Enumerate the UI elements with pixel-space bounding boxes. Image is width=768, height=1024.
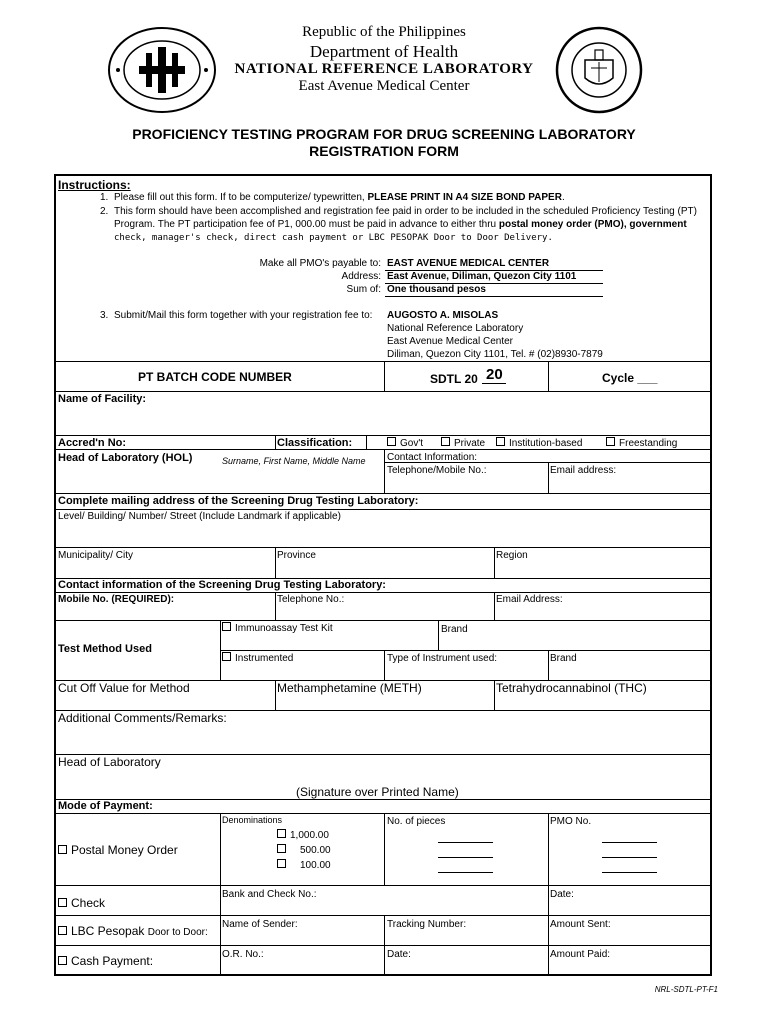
payable-label: Make all PMO's payable to: <box>259 258 381 269</box>
pieces-500-line[interactable] <box>438 857 493 858</box>
recipient-line3: East Avenue Medical Center <box>387 336 514 347</box>
header-nrl: NATIONAL REFERENCE LABORATORY <box>234 61 534 77</box>
cutoff-label: Cut Off Value for Method <box>58 681 190 695</box>
municipality-label[interactable]: Municipality/ City <box>58 550 134 561</box>
payment-heading: Mode of Payment: <box>58 800 153 812</box>
pmo-no-1000-line[interactable] <box>602 842 657 843</box>
denomination-100[interactable]: 100.00 <box>277 859 331 872</box>
checkbox-icon[interactable] <box>277 844 286 853</box>
form-title-line1: PROFICIENCY TESTING PROGRAM FOR DRUG SCREENING LABORATORY <box>132 126 636 142</box>
classification-private[interactable]: Private <box>441 437 485 450</box>
check-date-label[interactable]: Date: <box>550 889 574 900</box>
sdtl-value[interactable]: 20 <box>486 366 503 383</box>
check-option[interactable]: Check <box>58 896 105 910</box>
mailing-heading: Complete mailing address of the Screening Drug Testing Laboratory: <box>58 495 419 507</box>
denomination-500[interactable]: 500.00 <box>277 844 331 857</box>
thc-label[interactable]: Tetrahydrocannabinol (THC) <box>496 681 647 695</box>
checkbox-icon[interactable] <box>277 829 286 838</box>
checkbox-icon[interactable] <box>58 898 67 907</box>
contact-info-label: Contact Information: <box>387 452 478 463</box>
tracking-label[interactable]: Tracking Number: <box>387 919 467 930</box>
checkbox-icon[interactable] <box>58 845 67 854</box>
instruction-3-num: 3. <box>100 310 109 321</box>
signature-caption[interactable]: (Signature over Printed Name) <box>296 785 459 799</box>
bank-check-label[interactable]: Bank and Check No.: <box>222 889 317 900</box>
hol-hint: Surname, First Name, Middle Name <box>222 456 366 466</box>
batch-code-label: PT BATCH CODE NUMBER <box>138 370 292 384</box>
header-department: Department of Health <box>309 42 459 61</box>
classification-institution[interactable]: Institution-based <box>496 437 582 450</box>
facility-name-label[interactable]: Name of Facility: <box>58 393 147 405</box>
instruction-1: Please fill out this form. If to be computerize/ typewritten, PLEASE PRINT IN A4 SIZE BOND PAPER. <box>114 192 565 203</box>
right-seal-logo <box>555 26 643 114</box>
checkbox-icon[interactable] <box>58 926 67 935</box>
province-label[interactable]: Province <box>277 550 316 561</box>
instructions-heading: Instructions: <box>58 178 131 192</box>
hol-label[interactable]: Head of Laboratory (HOL) <box>58 452 193 464</box>
form-code: NRL-SDTL-PT-F1 <box>654 985 718 994</box>
pmo-no-100-line[interactable] <box>602 872 657 873</box>
sender-label[interactable]: Name of Sender: <box>222 919 298 930</box>
mobile-label[interactable]: Mobile No. (REQUIRED): <box>58 594 175 605</box>
immunoassay-brand-label[interactable]: Brand <box>441 624 468 635</box>
pmo-option[interactable]: Postal Money Order <box>58 843 178 857</box>
instrument-brand-label[interactable]: Brand <box>550 653 577 664</box>
amount-sent-label[interactable]: Amount Sent: <box>550 919 611 930</box>
pmo-no-500-line[interactable] <box>602 857 657 858</box>
email-address-label[interactable]: Email Address: <box>496 594 563 605</box>
checkbox-icon[interactable] <box>441 437 450 446</box>
contact-heading: Contact information of the Screening Drug Testing Laboratory: <box>58 579 386 591</box>
hol-email-label[interactable]: Email address: <box>550 465 617 476</box>
checkbox-icon[interactable] <box>277 859 286 868</box>
classification-label: Classification: <box>277 437 353 449</box>
test-method-label: Test Method Used <box>58 643 152 655</box>
recipient-name: AUGOSTO A. MISOLAS <box>387 310 499 321</box>
instruction-1-num: 1. <box>100 192 109 203</box>
header-republic: Republic of the Philippines <box>302 24 466 40</box>
head-lab-signature-label: Head of Laboratory <box>58 755 161 769</box>
address-value: East Avenue, Diliman, Quezon City 1101 <box>387 271 577 282</box>
instrument-type-label[interactable]: Type of Instrument used: <box>387 653 498 664</box>
sum-value: One thousand pesos <box>387 284 486 295</box>
checkbox-icon[interactable] <box>58 956 67 965</box>
classification-govt[interactable]: Gov't <box>387 437 423 450</box>
accreditation-label[interactable]: Accred'n No: <box>58 437 127 449</box>
registration-form <box>54 174 712 976</box>
instruction-2-num: 2. <box>100 206 109 217</box>
checkbox-icon[interactable] <box>387 437 396 446</box>
instruction-2-line1: This form should have been accomplished and registration fee paid in order to be included in the scheduled Proficiency Testing (PT) <box>114 206 697 217</box>
recipient-line2: National Reference Laboratory <box>387 323 524 334</box>
instruction-2-line3: check, manager's check, direct cash payment or LBC PESOPAK Door to Door Delivery. <box>114 233 553 243</box>
comments-label[interactable]: Additional Comments/Remarks: <box>58 711 227 725</box>
meth-label[interactable]: Methamphetamine (METH) <box>277 681 422 695</box>
recipient-line4: Diliman, Quezon City 1101, Tel. # (02)8930-7879 <box>387 349 603 360</box>
denomination-1000[interactable]: 1,000.00 <box>277 829 329 842</box>
checkbox-icon[interactable] <box>222 652 231 661</box>
denominations-label: Denominations <box>222 815 283 825</box>
checkbox-icon[interactable] <box>606 437 615 446</box>
cash-option[interactable]: Cash Payment: <box>58 954 153 968</box>
sdtl-label: SDTL 20 <box>430 372 478 386</box>
checkbox-icon[interactable] <box>496 437 505 446</box>
instruction-2-line2: Program. The PT participation fee of P1, 000.00 must be paid in advance to either thru postal money order (PMO), government <box>114 219 687 230</box>
pieces-100-line[interactable] <box>438 872 493 873</box>
hol-telephone-label[interactable]: Telephone/Mobile No.: <box>387 465 487 476</box>
telephone-label[interactable]: Telephone No.: <box>277 594 345 605</box>
payable-value: EAST AVENUE MEDICAL CENTER <box>387 258 550 269</box>
immunoassay-option[interactable]: Immunoassay Test Kit <box>222 622 333 635</box>
lbc-option[interactable]: LBC Pesopak Door to Door: <box>58 924 208 940</box>
pieces-label: No. of pieces <box>387 816 446 827</box>
header-eamc: East Avenue Medical Center <box>298 78 470 94</box>
street-label[interactable]: Level/ Building/ Number/ Street (Include Landmark if applicable) <box>58 511 341 522</box>
address-label: Address: <box>341 271 381 282</box>
or-no-label[interactable]: O.R. No.: <box>222 949 264 960</box>
pieces-1000-line[interactable] <box>438 842 493 843</box>
region-label[interactable]: Region <box>496 550 528 561</box>
classification-freestanding[interactable]: Freestanding <box>606 437 677 450</box>
instrumented-option[interactable]: Instrumented <box>222 652 293 665</box>
checkbox-icon[interactable] <box>222 622 231 631</box>
cycle-label[interactable]: Cycle ___ <box>602 371 658 385</box>
amount-paid-label[interactable]: Amount Paid: <box>550 949 611 960</box>
cash-date-label[interactable]: Date: <box>387 949 411 960</box>
instruction-3: Submit/Mail this form together with your registration fee to: <box>114 310 373 321</box>
form-title-line2: REGISTRATION FORM <box>309 143 459 159</box>
sum-label: Sum of: <box>346 284 381 295</box>
pmo-no-label: PMO No. <box>550 816 592 827</box>
